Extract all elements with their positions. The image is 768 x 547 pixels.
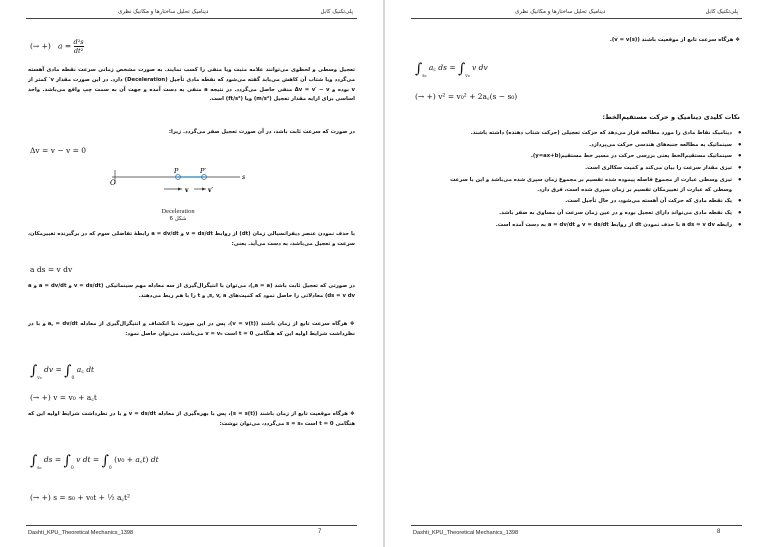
header-rule (411, 18, 742, 19)
paragraph-constant-acceleration: در صورتی که تعجیل ثابت باشد (a = a꜀)، می‌توان با انتیگرال‌گیری از سه معادله مهم سینماتیکی (v = ds/dt و a = dv/dt و a ds = v dv) معادلاتی را حاصل نمود که کمیت‌های s, v, a꜀ و t را با هم ربط می‌دهند. (28, 283, 355, 299)
equation-integral-ds: $\int_{s_0}$ ds = $\int_0$ v dt = $\int_0$ (v₀ + a꜀t) dt (30, 453, 159, 471)
header-institution: پلی‌تکنیک کابل (705, 9, 738, 15)
page-7 (0, 0, 383, 547)
footer-rule (411, 525, 742, 526)
label-p: P (174, 167, 179, 175)
paragraph-position-of-time: ❖ هرگاه موقعیت تابع از زمان باشند (s = s(t))، پس با بهره‌گیری از معادله v = ds/dt و با در نظرداشت شرایط اولیه این که هنگامی 0 = t است s = s₀ می‌گردد، می‌توان نوشت: (28, 411, 355, 427)
footer-rule (26, 525, 357, 526)
header-rule (26, 18, 357, 19)
label-v-prime: v′ (208, 187, 214, 194)
equation-v-of-t: (→ +) v = v₀ + a꜀t (30, 393, 97, 402)
paragraph-eliminate-dt: با حذف نمودن عنصر دیفرانسیالی زمان (dt) از روابط v = ds/dt و a = dv/dt رابطهٔ تفاضلی سوم که در برگیرنده تغییرمکان، سرعت و تعجیل می‌باشد، به دست می‌آید. یعنی: (28, 231, 355, 247)
list-item: • سینماتیک مستقیم‌الخط یعنی بررسی حرکت در مسیر خط مستقیم(y=ax+b). (442, 152, 742, 162)
footer-course-code: Dashti_KPU_Theoretical Mechanics_1398 (28, 530, 134, 536)
page-number: 7 (318, 529, 322, 535)
equation-v-squared: (→ +) v² = v₀² + 2a꜀(s − s₀) (415, 92, 518, 101)
deceleration-figure (108, 165, 248, 205)
list-item: • تیزی وسطی عبارت از مجموع فاصله پیموده شده تقسیم بر مجموع زمان سپری شده می‌باشد و این با سرعت وسطی که عبارت از تغییرمکان تقسیم بر زمان سپری شده است، فرق دارد. (442, 176, 742, 196)
header-course: دینامیک تحلیل ساختارها و مکانیک نظری (118, 9, 209, 15)
figure-title: Deceleration (161, 208, 195, 215)
list-item: • تیزی مقدار سرعت را بیان می‌کند و کمیت سکالری است. (442, 164, 742, 174)
equation-delta-v: Δv = v − v = 0 (30, 146, 87, 155)
equation-s-of-t: (→ +) s = s₀ + v₀t + ½ a꜀t² (30, 493, 131, 502)
equation-acceleration: (→ +) a = $\frac{\text{d²s}}{\text{dt²}}$ (30, 38, 84, 55)
label-o: O (110, 179, 116, 187)
equation-integral-ac-ds: $\int_{s_0}$ a꜀ ds = $\int_{v_0}$ v dv (415, 61, 488, 79)
key-points-heading: نکات کلیدی دینامیک و حرکت مستقیم‌الخط: (602, 113, 740, 121)
page-number: 8 (717, 529, 721, 535)
key-points-list (442, 129, 742, 232)
header-course: دینامیک تحلیل ساختارها و مکانیک نظری (515, 9, 606, 15)
equation-integral-dv: $\int_{v_0}$ dv = $\int_0$ a꜀ dt (30, 363, 95, 381)
footer-course-code: Dashti_KPU_Theoretical Mechanics_1398 (413, 530, 519, 536)
paragraph-velocity-of-time: ❖ هرگاه سرعت تابع از زمان باشند (v = v(t))، پس در این صورت با انکشاف و انتیگرال‌گیری از معادله a꜀ = dv/dt و با در نظرداشت شرایط اولیه این که هنگامی 0 = t است v = v₀ می‌باشد، می‌توان حاصل نمود: (28, 321, 356, 337)
header-institution: پلی‌تکنیک کابل (320, 9, 353, 15)
page-8 (385, 0, 768, 547)
figure-number: شکل 6 (169, 216, 187, 222)
paragraph-deceleration: تعجیل وسطی و لحظوی می‌توانند علامه مثبت ویا منفی را کسب نمایند. به صورت مشخص زمانی سرعت نقطه مادی آهسته می‌گردد ویا شتاب آن کاهش می‌یابد گفته می‌شود که نقطه مادی تأجیل (Deceleration) دارد. در این صورت مقدار v′ کمتر از v بوده و Δv = v′ − v منفی حاصل می‌گردد. در نتیجه a منفی به دست آمده و جهت آن به سمت چپ واقع می‌باشد. واحد اساسی برای ارایه مقدار تعجیل (m/s²) ویا (ft/s²) است. (28, 67, 355, 103)
paragraph-velocity-of-position: ❖ هرگاه سرعت تابع از موقعیت باشند (v = v(s)). (609, 37, 740, 43)
list-item: • رابطه a ds = v dv با حذف نمودن dt از روابط v = ds/dt و a = dv/dt به دست آمده است. (442, 221, 742, 231)
list-item: • دینامیک نقاط مادی را مورد مطالعه قرار می‌دهد که حرکت تعجیلی (حرکت شتاب دهنده) داشته باشند. (442, 129, 742, 139)
equation-ads-vdv: a ds = v dv (30, 265, 73, 274)
label-v: v (185, 187, 189, 194)
list-item: • سینماتیک به مطالعه جنبه‌های هندسی حرکت می‌پردازد. (442, 141, 742, 151)
velocity-arrowhead-v-prime (202, 188, 206, 191)
label-s: s (242, 173, 246, 181)
paragraph-constant-velocity: در صورت که سرعت ثابت باشد، در آن صورت تعجیل صفر می‌گردد. زیرا: (168, 129, 355, 135)
list-item: • یک نقطه مادی که حرکت آن آهسته می‌شود، در حال تأجیل است. (442, 197, 742, 207)
velocity-arrowhead-v (178, 188, 182, 191)
label-p-prime: P′ (200, 167, 206, 175)
list-item: • یک نقطه مادی می‌تواند دارای تعجیل بوده و در عین زمان سرعت آن مساوی به صفر باشد. (442, 209, 742, 219)
